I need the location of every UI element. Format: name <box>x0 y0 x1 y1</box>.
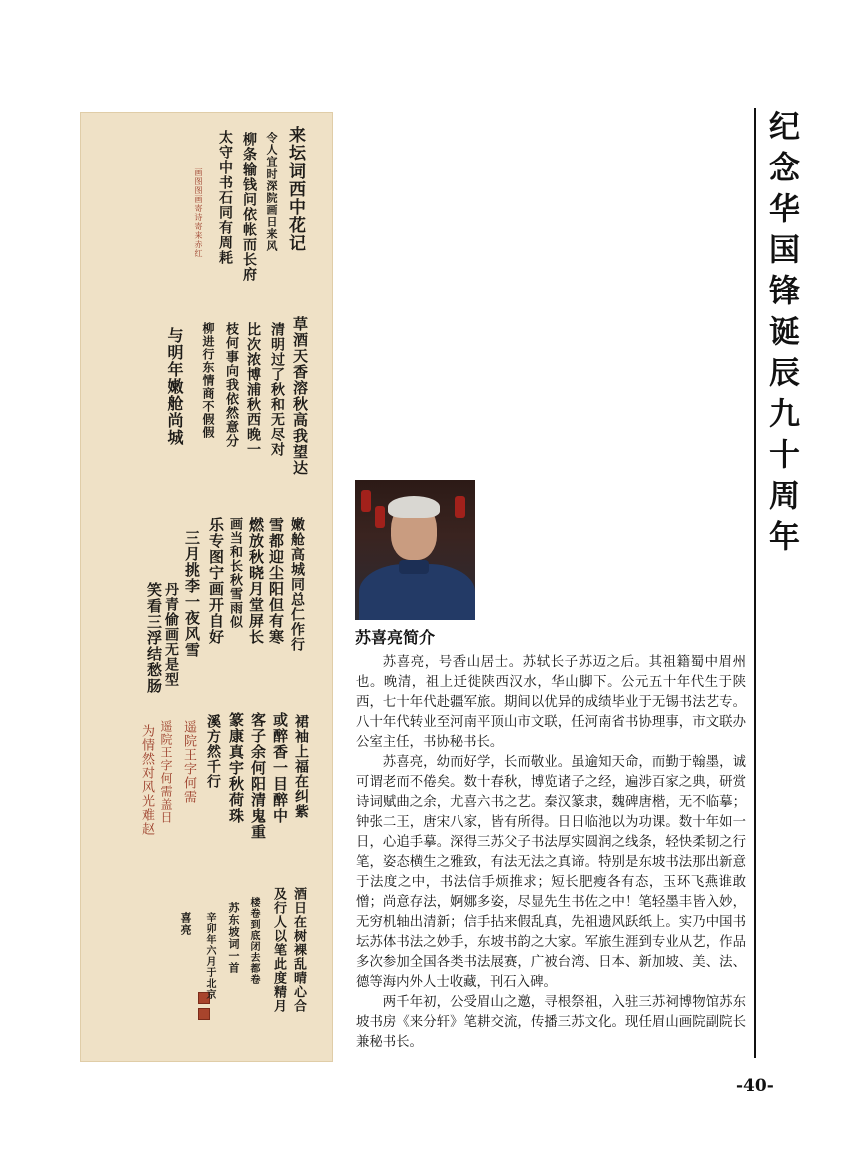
bio-title: 苏喜亮简介 <box>355 628 436 647</box>
calligraphy-column: 嫩舱高城同总仁作行 <box>289 517 305 652</box>
calligraphy-column: 笑看三浮结愁肠 <box>145 582 163 694</box>
calligraphy-column: 裙袖上福在纠紫 <box>293 714 309 819</box>
lantern <box>455 496 465 518</box>
calligraphy-column: 酒日在树裸乱晴心合 <box>291 887 306 1013</box>
calligraphy-column: 柳条输钱问依帐而长府 <box>241 132 257 282</box>
calligraphy-column: 比次浓博浦秋西晚一 <box>245 322 261 457</box>
bio-text <box>356 653 746 1053</box>
banner-divider <box>754 108 756 1058</box>
portrait-collar <box>399 560 429 574</box>
calligraphy-column: 及行人以笔此度精月 <box>271 887 286 1013</box>
calligraphy-column: 喜亮 <box>179 912 192 936</box>
calligraphy-column: 草酒天香溶秋高我望达 <box>291 316 309 476</box>
calligraphy-column: 丹青偷画无是型 <box>163 582 179 687</box>
calligraphy-column: 溪方然千行 <box>205 714 221 789</box>
calligraphy-column: 柳进行东情商不假假 <box>201 322 215 439</box>
seal-stamp-2 <box>198 1008 210 1020</box>
calligraphy-column: 来坛词西中花记 <box>285 126 305 252</box>
calligraphy-column: 为情然对风光难赵 <box>139 724 154 836</box>
calligraphy-column: 遥院王字何需 <box>181 720 196 804</box>
calligraphy-column: 辛卯年六月于北京 <box>204 912 215 1000</box>
calligraphy-column: 太守中书石同有周耗 <box>217 130 233 265</box>
portrait-hair <box>388 496 440 518</box>
calligraphy-column: 与明年嫩舱尚城 <box>165 327 184 446</box>
calligraphy-column: 篆康真宇秋荷珠 <box>227 712 245 824</box>
calligraphy-column: 画当和长秋雪雨似 <box>227 517 242 629</box>
lantern <box>361 490 371 512</box>
lantern <box>375 506 385 528</box>
calligraphy-column: 客子余何阳清鬼重 <box>249 712 267 840</box>
calligraphy-column: 燃放秋晓月堂屏长 <box>247 517 265 645</box>
calligraphy-column: 楼卷到底闭去都卷 <box>248 897 259 985</box>
calligraphy-column: 雪都迎尘阳但有寒 <box>267 517 285 645</box>
bio-paragraph-3: 两千年初，公受眉山之邀，寻根祭祖，入驻三苏祠博物馆苏东坡书房《来分轩》笔耕交流，传播三苏文化。现任眉山画院副院长兼秘书长。 <box>356 995 746 1050</box>
bio-paragraph-2: 苏喜亮，幼而好学，长而敬业。虽逾知天命，而勤于翰墨，诚可谓老而不倦矣。数十春秋，博览诸子之经，遍涉百家之典，研赏诗词赋曲之余，尤喜六书之艺。秦汉篆隶，魏碑唐楷，无不临摹；钟张二王，唐宋八家，皆有所得。日日临池以为功课。数十年如一日，心追手摹。深得三苏父子书法厚实圆润之线条，轻快柔韧之行笔，姿态横生之雅致，有法无法之真谛。特别是东坡书法那出新意于法度之中，书法信手烦推求；短长肥瘦各有态，玉环飞燕谁敢憎；尚意存法，婀娜多姿，尽显先生书佐之中！笔轻墨丰皆入妙，无穷机轴出清新；信手拈来假乱真，先祖遗风跃纸上。实乃中国书坛苏体书法之妙手，东坡书韵之大家。军旅生涯到专业从艺，作品多次参加全国各类书法展赛，广被台湾、日本、新加坡、美、法、德等海内外人士收藏，刊石入碑。 <box>356 755 746 990</box>
calligraphy-column: 苏东坡词一首 <box>227 902 240 974</box>
calligraphy-column: 遥院王字何需盖日 <box>159 720 173 824</box>
calligraphy-column: 乐专图宁画开自好 <box>207 517 225 645</box>
author-photo <box>355 480 475 620</box>
calligraphy-column: 清明过了秋和无尽对 <box>269 322 285 457</box>
calligraphy-column: 画图图画寄诗寄来赤红 <box>194 168 203 258</box>
page-number: -40- <box>736 1076 774 1096</box>
calligraphy-column: 三月挑李一夜风雪 <box>183 530 201 658</box>
bio-paragraph-1: 苏喜亮，号香山居士。苏轼长子苏迈之后。其祖籍蜀中眉州也。晚清，祖上迁徙陕西汉水，华山脚下。公元五十年代生于陕西，七十年代赴疆军旅。期间以优异的成绩毕业于无锡书法艺专。八十年代转业至河南平顶山市文联，任河南省书协理事，市文联办公室主任，书协秘书长。 <box>356 655 746 750</box>
calligraphy-column: 或醉香一目醉中 <box>271 712 289 824</box>
commemoration-banner: 纪念华国锋诞辰九十周年 <box>763 110 799 561</box>
calligraphy-scroll <box>80 112 333 1062</box>
calligraphy-column: 令人宜时深院画日来风 <box>265 132 278 252</box>
calligraphy-column: 枝何事向我依然意分 <box>223 322 238 448</box>
